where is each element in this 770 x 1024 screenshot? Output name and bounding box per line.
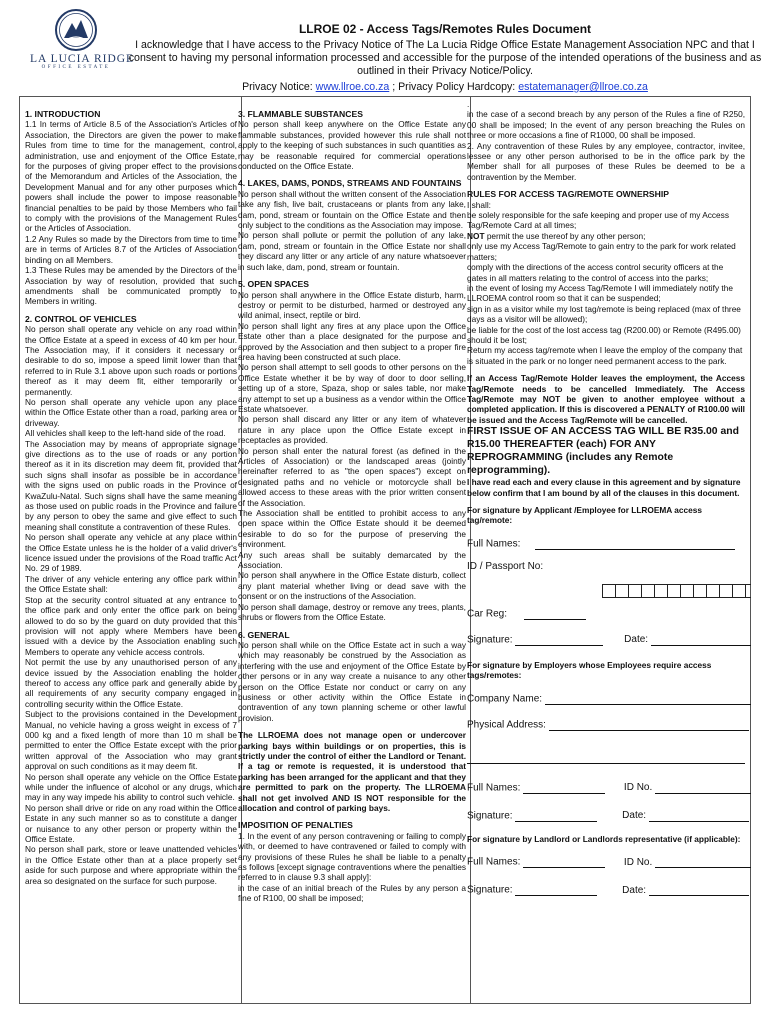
penalty-member-liability: 2. Any contravention of these Rules by any employee, contractor, invitee, lessee or any other person authorised to be in the office park by the Member shall for all purposes of these Rules be deemed to be a contravention by the Member. [467,140,745,182]
full-names-label: Full Names: [467,782,521,794]
id-no-label: ID No. [623,782,653,794]
ownership-rule: comply with the directions of the access control security officers at the gates in all matters relating to the control of access into the parks; [467,262,724,283]
flammable-rule: No person shall keep anywhere on the Office Estate any flammable substances, provided however this rule shall not apply to the keeping of such substances in such quantities as may be reasonable required for commercial operations conducted on the Office Estate. [238,119,466,172]
company-name-label: Company Name: [467,693,543,705]
employer-signature-row [467,810,745,824]
landlord-full-names-row [467,856,745,870]
open-space-rule: No person shall anywhere in the Office Estate disturb, harm, destroy or permit to be disturbed, harmed or destroyed any wild animal, insect, reptile or bird. [238,289,466,321]
physical-address-field-line-2[interactable] [467,751,745,764]
date-label: Date: [624,634,649,646]
open-space-rule: No person shall discard any litter or any item of whatever nature in any place upon the Office Estate except in receptacles as provided. [238,414,466,446]
full-names-label: Full Names: [467,538,521,550]
car-reg-row [467,608,745,622]
landlord-signature-heading: For signature by Landlord or Landlords representative (if applicable): [467,833,741,844]
consent-statement: I acknowledge that I have access to the Privacy Notice of The La Lucia Ridge Office Estate Management Association NPC and that I consent to having my personal information processed and accessible for the purpose of the intended operations of the business and as outlined in their Privacy Notice/Policy. [128,39,762,77]
id-no-label: ID No. [623,856,653,868]
estate-manager-email-link[interactable]: estatemanager@llroe.co.za [518,81,648,93]
first-issue-fee-notice: FIRST ISSUE OF AN ACCESS TAG WILL BE R35.00 and R15.00 THEREAFTER (each) FOR ANY REPROGRAMMING (includes any Remote reprogramming). [467,426,739,477]
penalty-rule: 1. In the event of any person contravening or failing to comply with, or deemed to have contravened or failed to comply with any provisions of these Rules he shall be liable to a penalty as follows [except signage contraventions where the penalties referred to in clause 9.3 shall apply]: [238,830,466,883]
company-name-field[interactable] [545,693,751,705]
parking-bays-notice: The LLROEMA does not manage open or undercover parking bays within buildings or on properties, this is strictly under the control of either the Landlord or Tenant. If a tag or remote is requested, it is understood that parking has been arranged for the applicant and that they are permitted to park on the property. The LLROEMA shall not get involved AND IS NOT responsible for the allocation and control of parking bays. [238,730,466,813]
applicant-full-names-field[interactable] [535,538,735,550]
logo-sub-text: OFFICE ESTATE [41,65,111,70]
privacy-hardcopy-label: ; Privacy Policy Hardcopy: [389,81,519,93]
privacy-notice-link[interactable]: www.llroe.co.za [315,81,390,93]
ownership-rule: NOT permit the use thereof by any other person; [467,230,646,241]
signature-label: Signature: [467,810,513,822]
ownership-rule: be liable for the cost of the lost access tag (R200.00) or Remote (R495.00) should it be lost; [467,324,741,345]
physical-address-field[interactable] [549,719,749,731]
employer-id-no-field[interactable] [655,782,751,794]
id-passport-label: ID / Passport No: [467,560,544,572]
section-heading-lakes-dams: 4. LAKES, DAMS, PONDS, STREAMS AND FOUNTAINS [238,178,462,189]
vehicle-rule: No person shall operate any vehicle on the Office Estate while under the influence of alcohol or any drugs, which may in any way impede his ability to control such vehicle. [25,771,237,803]
section-heading-penalties: IMPOSITION OF PENALTIES [238,820,353,831]
rules-frame [19,96,751,1004]
open-space-rule: No person shall anywhere in the Office Estate disturb, collect any plant material whether living or dead save with the consent or on the instructions of the Association. [238,570,466,602]
open-space-rule: No person shall damage, destroy or remove any trees, plants, shrubs or flowers from the Office Estate. [238,601,466,623]
document-title: LLROE 02 - Access Tags/Remotes Rules Document [298,22,592,36]
vehicle-rule: Stop at the security control situated at any entrance to the office park and only enter the office park on being allowed to do so by the guard on duty provided that this provision will not apply where Members have been issued with a device by the Association enabling such Members to operate any vehicle access controls. [25,594,237,657]
landlord-full-names-field[interactable] [523,856,605,868]
section-heading-general: 6. GENERAL [238,629,290,640]
full-names-label: Full Names: [467,856,521,868]
landlord-signature-field[interactable] [515,884,597,896]
physical-address-label: Physical Address: [467,719,546,731]
privacy-line [125,81,765,93]
rule-1-3: 1.3 These Rules may be amended by the Directors of the Association by way of resolution, provided that such amendments shall be communicated promptly to Members in writing. [25,265,237,307]
employer-date-field[interactable] [649,810,749,822]
landlord-date-field[interactable] [649,884,749,896]
section-heading-flammable-substances: 3. FLAMMABLE SUBSTANCES [238,109,363,119]
penalty-second-breach: in the case of a second breach by any person of the Rules a fine of R250, 00 shall be imposed; In the event of any person breaching the Rules on three or more occasions a fine of R1000, 00 shall be imposed. [467,109,745,141]
logo-emblem-icon [54,8,98,52]
ownership-rule: sign in as a visitor while my lost tag/remote is being replaced (max of three days as a visitor will be allowed); [467,303,741,325]
ownership-rule: be solely responsible for the safe keeping and proper use of my Access Tag/Remote Card at all times; [467,210,729,231]
vehicle-rule: No person shall drive or ride on any road within the Office Estate in any such manner so as to constitute a danger or nuisance to any other person or property within the Office Estate. [25,802,237,845]
vehicle-rule: The Association may by means of appropriate signage give directions as to the use of roads or any portion thereof as it in its discretion may deem fit, provided that such signs shall insofar as possible be in accordance with the signs used on public roads in the Province of KwaZulu-Natal. Such signs shall have the same meaning as those used on public roads in the Province and failure by any person to obey the same and give effect to such meaning shall constitute a contravention of these Rules. [25,438,237,532]
vehicle-rule: Not permit the use by any unauthorised person of any device issued by the Association enabling the holder thereof to access any office park and generally abide by all requirements of any security company engaged in controlling security within the Office Estate. [25,657,237,709]
rule-1-2: 1.2 Any Rules so made by the Directors from time to time are in terms of Articles 8.7 of the Articles of Association binding on all Members. [25,233,237,265]
ownership-rule: only use my Access Tag/Remote to gain entry to the park for work related matters; [467,241,736,262]
applicant-signature-heading: For signature by Applicant /Employee for LLROEMA access tag/remote: [467,505,702,526]
physical-address-row [467,719,745,733]
id-passport-boxes-row [467,584,745,598]
employer-signature-field[interactable] [515,810,597,822]
column-right [462,97,751,1003]
car-reg-label: Car Reg: [467,608,508,620]
landlord-signature-row [467,884,745,898]
applicant-signature-row [467,634,745,648]
column-left [20,97,242,1003]
vehicle-rule: No person shall operate any vehicle upon any place within the Office Estate other than a road, parking area or driveway. [25,396,237,428]
id-passport-boxes[interactable] [603,584,751,598]
id-passport-row [467,562,745,576]
signature-label: Signature: [467,884,513,896]
section-heading-tag-ownership: RULES FOR ACCESS TAG/REMOTE OWNERSHIP [467,189,669,200]
cancellation-notice: If an Access Tag/Remote Holder leaves the employment, the Access Tag/Remote needs to be cancelled Immediately. The Access Tag/Remote may NOT be given to another employee without a completed application. If this is discovered a PENALTY of R100.00 will be issued and the Access Tag/Remote will be cancelled. [467,373,745,425]
date-label: Date: [622,810,647,822]
employer-full-names-field[interactable] [523,782,605,794]
open-space-rule: No person shall light any fires at any place upon the Office Estate other than a place designated for the purpose and approved by the Association and then subject to a proper fire area having been constructed at such place. [238,320,466,362]
lakes-rule: No person shall without the written consent of the Association take any fish, live bait, crustaceans or plants from any lake, dam, pond, stream or fountain on the Office Estate and then only subject to the conditions as the Association may impose. [238,188,466,231]
document-header [0,0,770,96]
applicant-date-field[interactable] [651,634,751,646]
lakes-rule: No person shall pollute or permit the pollution of any lake, dam, pond, stream or fountain in the Office Estate nor shall they discard any litter or any article of any nature whatsoever in such lake, dam, pond, stream or fountain. [238,230,466,272]
open-space-rule: No person shall attempt to sell goods to other persons on the Office Estate whether it be by way of door to door selling, setting up of a store, Spaza, shop or sales table, nor make any attempt to set up a business as a vendor within the Office Estate whatsoever. [238,362,466,414]
open-space-rule: The Association shall be entitled to prohibit access to any open space within the Office Estate should it be deemed desirable to do so for the purpose of preserving the environment. [238,508,466,550]
vehicle-rule: The driver of any vehicle entering any office park within the Office Estate shall: [25,573,237,595]
vehicle-rule: No person shall park, store or leave unattended vehicles in the Office Estate other than at a place properly set aside for such purpose and where appropriate within the area so designated on the surface for such purpose. [25,844,237,886]
agreement-confirmation: I have read each and every clause in this agreement and by signature below confirm that I am bound by all of the clauses in this document. [467,477,741,498]
employer-full-names-row [467,782,745,796]
company-name-row [467,693,745,707]
ownership-rule: Return my access tag/remote when I leave the employ of the company that is situated in the park or no longer need permanent access to the park. [467,345,743,366]
section-heading-introduction: 1. INTRODUCTION [25,109,101,119]
signature-label: Signature: [467,634,513,646]
date-label: Date: [622,884,647,896]
i-shall-label: I shall: [467,199,491,210]
column-middle [233,97,471,1003]
logo-brand-text: LA LUCIA RIDGE [30,53,135,65]
applicant-signature-field[interactable] [515,634,603,646]
open-space-rule: Any such areas shall be suitably demarcated by the Association. [238,549,466,571]
vehicle-rule: No person shall operate any vehicle on any road within the Office Estate at a speed in excess of 40 km per hour. The Association may, if it considers it necessary or desirable to do so, impose a speed limit lower than that referred to in Rule 3.1 above upon such roads or portions thereof as it may deem fit, either temporarily or permanently. [25,324,237,397]
open-space-rule: No person shall enter the natural forest (as defined in the Articles of Association) or the landscaped areas (jointly hereinafter referred to as "the open spaces") except on designated paths and no vehicle or motorcycle shall be allowed access to these areas with the prior written consent of the Association. [238,445,466,508]
la-lucia-ridge-logo [30,8,135,86]
car-reg-field[interactable] [524,608,586,620]
general-rule: No person shall while on the Office Estate act in such a way which may reasonably be construed by the Association as interfering with the use and enjoyment of the Office Estate by other persons or in any way create a nuisance to any other person on the Office Estate nor conduct or carry on any business or other activity within the Office Estate in contravention of any town planning scheme or other lawful provision. [238,639,466,723]
privacy-notice-label: Privacy Notice: [242,81,316,93]
vehicle-rule: Subject to the provisions contained in the Development Manual, no vehicle having a gross weight in excess of 7 000 kg and a fixed length of more than 10 m shall be permitted to enter the Office Estate except with the prior written approval of the Association who may grant approval on such conditions as it may deem fit. [25,709,237,772]
section-heading-control-of-vehicles: 2. CONTROL OF VEHICLES [25,313,137,324]
section-heading-open-spaces: 5. OPEN SPACES [238,279,309,290]
vehicle-rule: All vehicles shall keep to the left-hand side of the road. [25,428,226,439]
rule-1-1: 1.1 In terms of Article 8.5 of the Association's Articles of Association, the Directors are given the power to make Rules from time to time for the management, control, administration, use and enjoyment of the Office Estate, for the purposes of giving proper effect to the provisions of the Memorandum and Articles of the Association, the Development Manual and for any other purposes which powers shall include the power to impose reasonable financial penalties to be paid by those Members who fail to comply with the provisions of the Management Rules or the Articles of Association. [25,119,237,234]
landlord-id-no-field[interactable] [655,856,751,868]
employer-signature-heading: For signature by Employers whose Employees require access tags/remotes: [467,659,712,681]
vehicle-rule: No person shall operate any vehicle at any place within the Office Estate unless he is the holder of a valid driver's licence issued under the provisions of the Road traffic Act No. 29 of 1989. [25,532,237,574]
penalty-continuation: . [467,99,470,109]
applicant-full-names-row [467,538,745,552]
ownership-rule: in the event of losing my Access Tag/Remote I will immediately notify the LLROEMA control room so that it can be suspended; [467,282,733,304]
penalty-rule: in the case of an initial breach of the Rules by any person a fine of R100, 00 shall be imposed; [238,882,466,904]
